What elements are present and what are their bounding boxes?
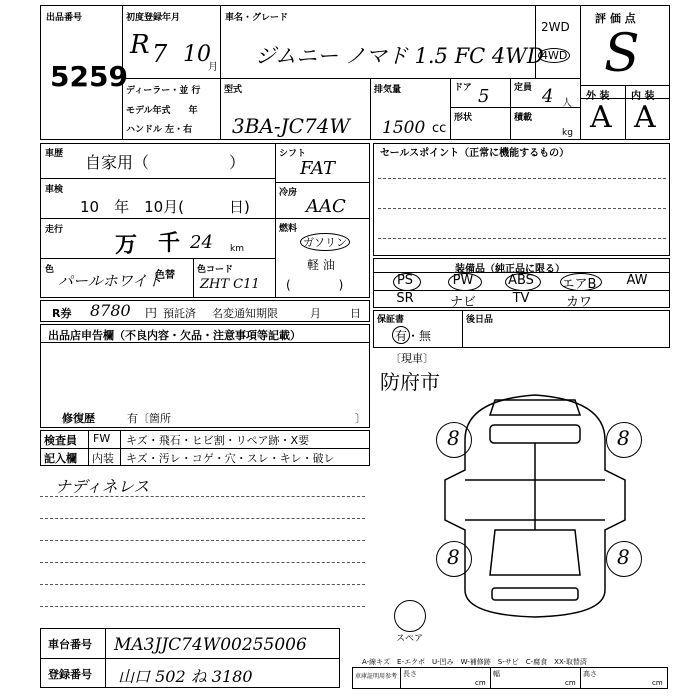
first-registration-label: 初度登録年月 [126,13,181,23]
recycle-deposit: 預託済 [163,307,196,320]
damage-legend: A-線キズ E-エクボ U-凹み W-補修跡 S-サビ C-腐食 XX-取替済 [362,658,587,666]
capacity-label: 定員 [514,83,533,93]
length-label: 長さ [403,670,417,678]
height-label: 高さ [583,670,597,678]
vin-label: 車台番号 [48,638,92,651]
exterior-grade: A [590,100,612,135]
fuel-other: ( ) [286,278,344,292]
height-unit: cm [652,679,663,687]
inspector-note: ナディネレス [55,477,150,496]
equip-ps: PS [396,273,414,288]
door-value: 5 [478,86,490,107]
repair-value: 有〔箇所 [127,412,171,425]
fuel-label: 燃料 [279,224,298,234]
warranty-label: 保証書 [377,315,405,325]
kg-unit: kg [562,128,573,138]
tire-rear-left-value: 8 [447,545,460,569]
displacement-label: 排気量 [374,85,402,95]
lot-label: 出品番号 [46,13,83,23]
recycle-amount: 8780 [90,301,131,320]
color-change-label: 色替 [155,270,175,281]
plate-value: 山口 502 ね 3180 [118,667,253,686]
fuel-diesel: 軽 油 [307,258,335,272]
shift-label: シフト [279,149,307,159]
car-diagram [420,380,650,620]
spare-label: スペア [396,634,424,644]
dimension-label: 車庫証明用参考 [355,673,398,680]
inspector-label-2: 記入欄 [44,452,77,465]
aircon-value: AAC [306,196,346,217]
width-label: 幅 [493,670,500,678]
spare-tire-circle [394,600,426,632]
warranty-value: 有・無 [395,329,432,343]
location-value: 防府市 [380,370,440,394]
name-change-day: 日 [350,307,361,320]
mileage-man: 万 [115,233,138,258]
mileage-value: 24 [190,232,213,253]
equipment-label: 装備品（純正品に限る） [455,264,565,275]
equip-aw: AW [626,273,648,288]
tire-front-left-value: 8 [447,426,460,450]
sales-points-label: セールスポイント（正常に機能するもの） [380,148,570,159]
equip-leather: カワ [565,295,592,310]
cc-unit: cc [432,121,447,136]
mileage-label: 走行 [45,225,64,235]
aircon-label: 冷房 [279,188,298,198]
repair-label: 修復歴 [62,412,95,425]
name-change-month: 月 [310,307,321,320]
interior-grade: A [634,100,656,135]
width-unit: cm [565,679,576,687]
km-unit: km [230,244,244,254]
color-value: パールホワイト [58,272,163,290]
dealer-label: ディーラー・並 行 [126,86,201,96]
inspection-label: 車検 [45,185,64,195]
equip-pw: PW [452,273,474,288]
history-value: 自家用（ ） [85,153,246,172]
model-label: 車名・グレード [225,13,289,23]
model-name: ジムニー ノマド 1.5 FC 4WD [255,44,544,68]
sales-points-frame [373,143,670,256]
fuel-gasoline: ガソリン [300,233,350,251]
car-hood [490,530,580,575]
warranty-circle [392,326,410,344]
displacement-value: 1500 [382,118,426,138]
evaluation-score: S [604,24,640,84]
inspector-fw: FW [93,432,111,445]
interior-label: 内 装 [631,91,655,102]
exterior-label: 外 装 [586,91,610,102]
first-registration-month: 10 [183,42,211,67]
location-label: 〔現車〕 [390,352,434,365]
inspection-value: 10 年 10月( 日) [80,198,250,216]
equip-navi: ナビ [449,295,476,310]
drive-2wd: 2WD [541,20,570,34]
color-label: 色 [45,265,55,275]
shape-label: 形状 [454,113,473,123]
model-year-label: モデル年式 年 [126,106,198,116]
inspector-interior: 内装 [92,452,114,465]
car-rear-window [492,588,578,600]
type-value: 3BA-JC74W [232,114,350,138]
color-code-value: ZHT C11 [200,277,260,292]
declaration-label: 出品店申告欄（不良内容・欠品・注意事項等記載） [48,329,301,342]
mileage-sen: 千 [158,231,181,256]
evaluation-label: 評 価 点 [595,12,636,25]
car-roof [490,400,580,415]
capacity-value: 4 [542,86,554,107]
vin-value: MA3JJC74W00255006 [114,635,307,655]
length-unit: cm [475,679,486,687]
door-label: ドア [454,83,472,93]
inspector-interior-items: キズ・汚レ・コゲ・穴・スレ・キレ・破レ [126,452,335,465]
tire-front-right-value: 8 [617,426,630,450]
first-registration-year: 7 [152,40,168,68]
later-item-label: 後日品 [466,315,494,325]
shift-value: FAT [300,158,335,179]
color-code-label: 色コード [197,265,234,275]
lot-number: 5259 [50,60,128,93]
tire-rear-right-value: 8 [617,545,630,569]
repair-bracket-close: 〕 [355,412,366,425]
recycle-label: R券 [52,307,72,320]
handle-label: ハンドル 左・右 [126,125,193,135]
person-unit: 人 [562,98,572,109]
header-frame [40,5,670,140]
inspector-fw-items: キズ・飛石・ヒビ割・リペア跡・X要 [126,434,310,447]
equip-abs: ABS [508,273,534,288]
month-char: 月 [208,62,218,73]
name-change-label: 名変通知期限 [212,307,278,320]
recycle-yen: 円 [145,306,158,320]
plate-label: 登録番号 [48,668,92,681]
inspector-label-1: 検査員 [44,434,77,447]
first-registration-era: R [130,30,150,60]
car-windshield [490,425,580,443]
equip-airbag: エアB [561,277,597,292]
load-label: 積載 [514,113,533,123]
history-label: 車歴 [45,149,64,159]
equip-tv: TV [512,291,530,306]
type-label: 型式 [224,85,243,95]
equip-sr: SR [396,291,414,306]
drive-4wd: 4WD [538,48,570,63]
